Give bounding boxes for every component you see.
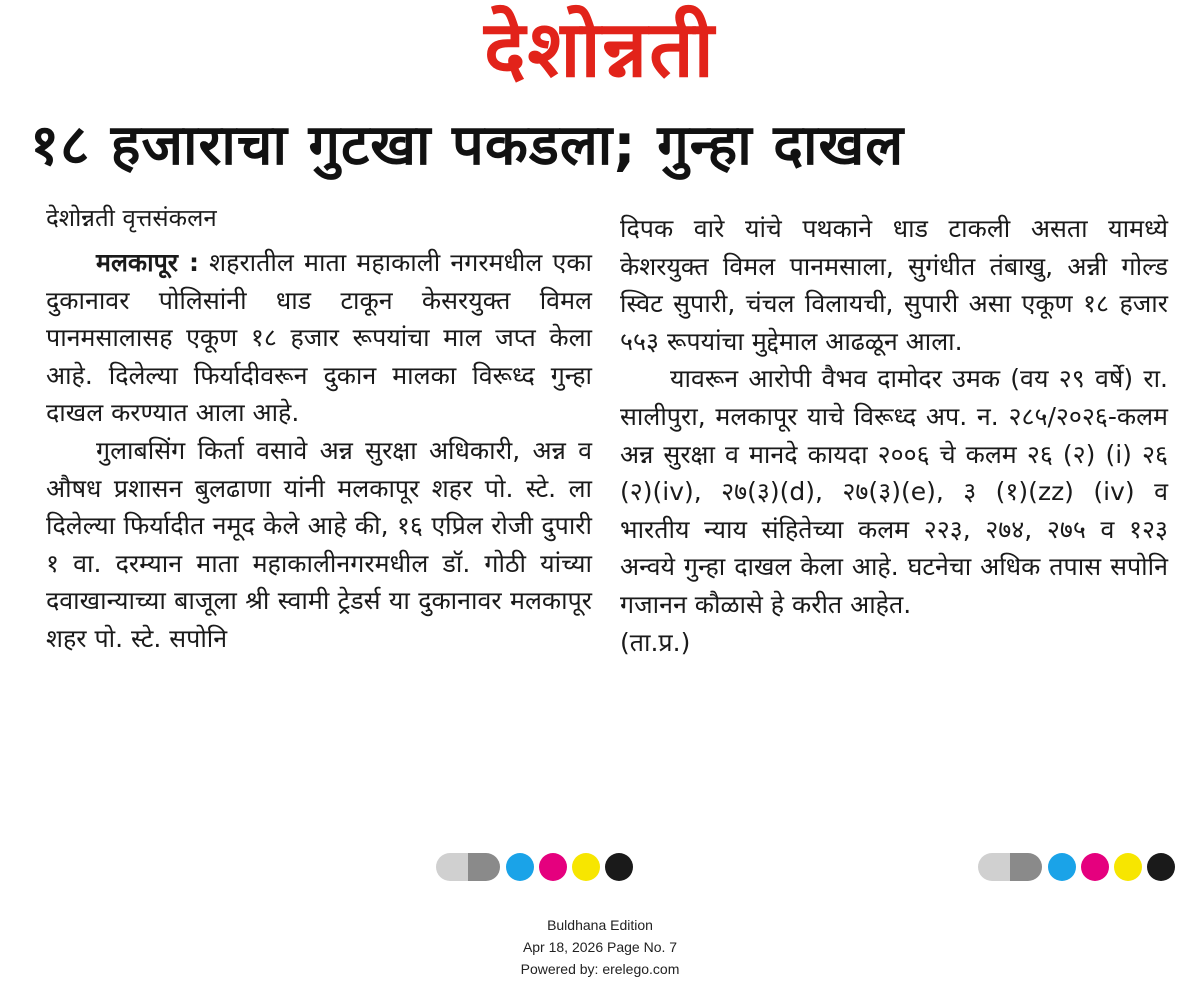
registration-gray-pill <box>978 853 1042 881</box>
registration-marks-right <box>978 852 1180 882</box>
article-paragraph: दिपक वारे यांचे पथकाने धाड टाकली असता यामध्ये केशरयुक्त विमल पानमसाला, सुगंधीत तंबाखु, अन्नी गोल्ड स्विट सुपारी, चंचल विलायची, सुपारी असा एकूण १८ हजार ५५३ रूपयांचा मुद्देमाल आढळून आला. <box>620 214 1168 356</box>
article-byline: देशोन्नती वृत्तसंकलन <box>46 204 217 232</box>
registration-dot-magenta <box>1081 853 1109 881</box>
powered-by-label: Powered by: erelego.com <box>520 961 680 977</box>
registration-dot-yellow <box>572 853 600 881</box>
newspaper-logo: देशोन्नती <box>484 5 716 95</box>
article-paragraph <box>46 244 592 432</box>
dateline-place: मलकापूर : <box>96 248 199 277</box>
paragraph-text: शहरातील माता महाकाली नगरमधील एका दुकानावर पोलिसांनी धाड टाकून केसरयुक्त विमल पानमसालासह एकूण १८ हजार रूपयांचा माल जप्त केला आहे. दिलेल्या फिर्यादीवरून दुकान मालका विरूध्द गुन्हा दाखल करण्यात आला आहे. <box>46 248 592 428</box>
article-paragraph: गुलाबसिंग किर्ता वसावे अन्न सुरक्षा अधिकारी, अन्न व औषध प्रशासन बुलढाणा यांनी मलकापूर शहर पो. स्टे. ला दिलेल्या फिर्यादीत नमूद केले आहे की, १६ एप्रिल रोजी दुपारी १ वा. दरम्यान माता महाकालीनगरमधील डॉ. गोठी यांच्या दवाखान्याच्या बाजूला श्री स्वामी ट्रेडर्स या दुकानावर मलकापूर शहर पो. स्टे. सपोनि <box>46 435 592 653</box>
registration-marks-left <box>436 852 638 882</box>
registration-dot-black <box>605 853 633 881</box>
registration-dot-magenta <box>539 853 567 881</box>
registration-dot-yellow <box>1114 853 1142 881</box>
date-page-label: Apr 18, 2026 Page No. 7 <box>522 939 678 955</box>
masthead <box>0 0 1200 104</box>
registration-dot-black <box>1147 853 1175 881</box>
article-column-left <box>46 200 592 658</box>
article-source-credit: (ता.प्र.) <box>620 627 691 657</box>
article-paragraph: यावरून आरोपी वैभव दामोदर उमक (वय २९ वर्षे) रा. सालीपुरा, मलकापूर याचे विरूध्द अप. न. २८५/२०२६-कलम अन्न सुरक्षा व मानदे कायदा २००६ चे कलम २६ (२) (i) २६ (२)(iv), २७(३)(d), २७(३)(e), ३ (१)(zz) (iv) व भारतीय न्याय संहितेच्या कलम २२३, २७४, २७५ व १२३ अन्वये गुन्हा दाखल केला आहे. घटनेचा अधिक तपास सपोनि गजानन कौळासे हे करीत आहेत. <box>620 364 1168 619</box>
registration-gray-pill <box>436 853 500 881</box>
article-column-right <box>620 210 1168 661</box>
page-footer <box>0 914 1200 980</box>
article-headline: १८ हजाराचा गुटखा पकडला; गुन्हा दाखल <box>30 113 905 178</box>
registration-dot-cyan <box>1048 853 1076 881</box>
registration-dot-cyan <box>506 853 534 881</box>
edition-label: Buldhana Edition <box>547 917 653 933</box>
